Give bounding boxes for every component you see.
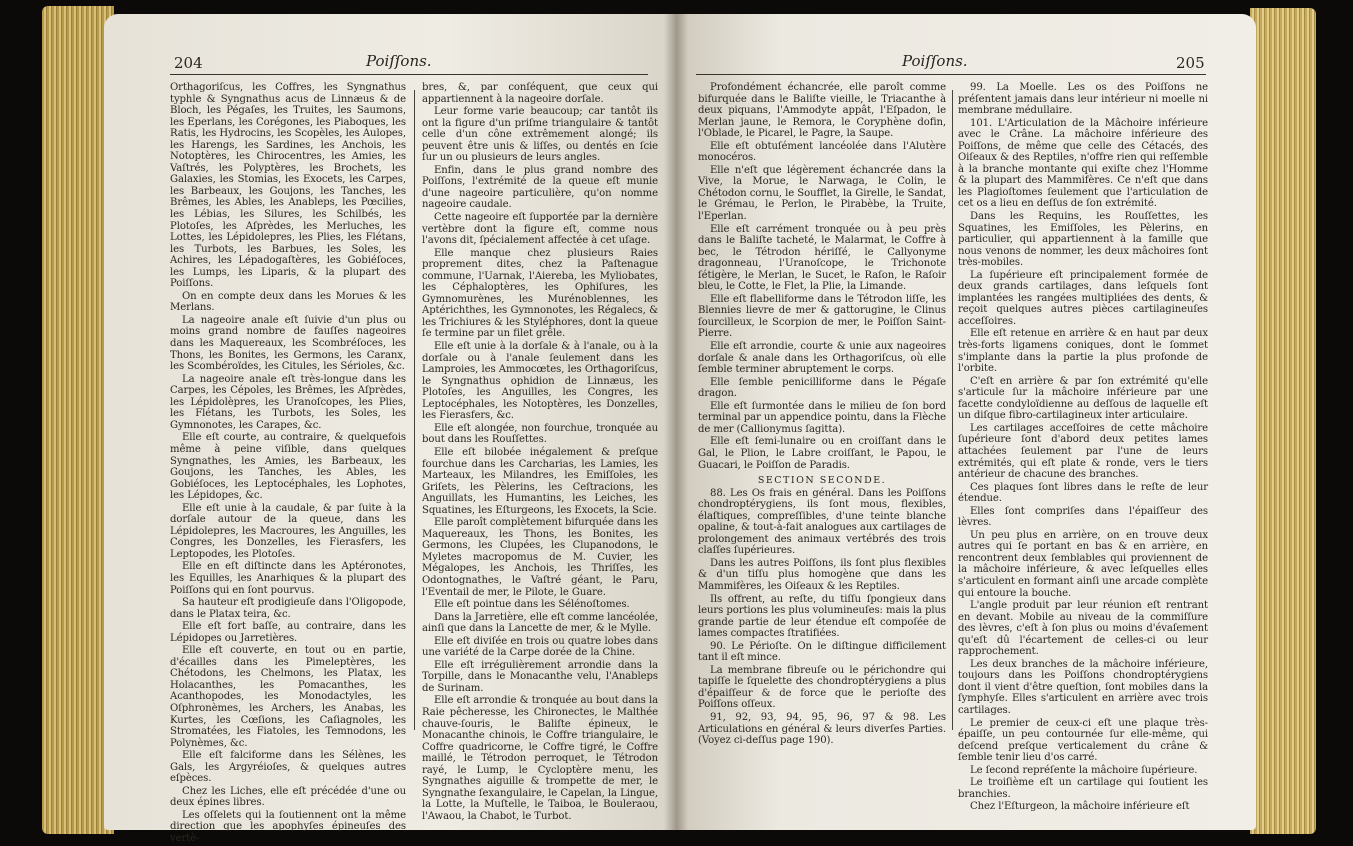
right-page bbox=[676, 14, 1256, 830]
paragraph: Orthagoriſcus, les Coffres, les Syngnathus typhle & Syngnathus acus de Linnæus & de Bloch, les Pégaſes, les Truites, les Saumons, les Eperlans, les Corégones, les Piaboques, les Ratis, les Hydrocins, les Scopèles, les Aulopes, les Harengs, les Sardines, les Anchois, les Notoptères, les Chirocentres, les Amies, les Vaſtrés, les Polyptères, les Brochets, les Galaxies, les Stomias, les Exocets, les Carpes, les Barbeaux, les Goujons, les Tanches, les Brêmes, les Ables, les Anableps, les Pœcilies, les Lébias, les Silures, les Schilbés, les Plotoſes, les Aſprèdes, les Merluches, les Lottes, les Lépidolepres, les Plies, les Flétans, les Turbots, les Barbues, les Soles, les Achires, les Lépadogaſtères, les Gobiéſoces, les Lumps, les Liparis, & la plupart des Poiſſons. bbox=[170, 82, 406, 290]
section-heading: SECTION SECONDE. bbox=[757, 475, 887, 487]
paragraph: Dans la Jarretière, elle eſt comme lancéolée, ainſi que dans la Lancette de mer, & le Mylle. bbox=[422, 611, 658, 635]
paragraph: Elle eſt irrégulièrement arrondie dans la Torpille, dans le Monacanthe velu, l'Anableps de Surinam. bbox=[422, 659, 658, 694]
paragraph: Elle eſt courte, au contraire, & quelquefois même à peine viſible, dans quelques Syngnathes, les Amies, les Barbeaux, les Goujons, les Tanches, les Ables, les Gobiéſoces, les Leptocéphales, les Lophotes, les Lépidopes, &c. bbox=[170, 432, 406, 502]
paragraph: C'eſt en arrière & par ſon extrémité qu'elle s'articule ſur la mâchoire inférieure par une facette condyloïdienne au deſſous de laquelle eſt un diſque fibro-cartilagineux inter articulaire. bbox=[958, 375, 1208, 422]
paragraph: Les cartilages acceſſoires de cette mâchoire ſupérieure ſont d'abord deux petites lames attachées ſeulement par l'une de leurs extrémités, qui eſt plate & ronde, vers le tiers antérieur de chacune des branches. bbox=[958, 422, 1208, 481]
running-head: Poiſſons. bbox=[366, 52, 432, 70]
paragraph: Elle manque chez plusieurs Raies proprement dites, chez la Paſtenague commune, l'Uarnak, l'Aiereba, les Myliobates, les Céphaloptères, les Ophiſures, les Gymnomurènes, les Murénoblennes, les Aptérichthes, les Gymnonotes, les Régalecs, & les Trichiures & les Styléphores, dont la queue ſe termine par un filet grêle. bbox=[422, 247, 659, 340]
paragraph: 88. Les Os frais en général. Dans les Poiſſons chondroptérygiens, ils ſont mous, flexibles, élaſtiques, compreſſibles, d'une teinte blanche opaline, & tout-à-fait analogues aux cartilages de prolongement des animaux vertébrés des trois claſſes ſupérieures. bbox=[698, 487, 946, 557]
paragraph: Ces plaques ſont libres dans le reſte de leur étendue. bbox=[958, 481, 1208, 505]
paragraph: Elle eſt alongée, non fourchue, tronquée au bout dans les Rouſſettes. bbox=[422, 422, 658, 446]
paragraph: Elle eſt retenue en arrière & en haut par deux très-forts ligamens coniques, dont le ſommet s'implante dans la partie la plus profonde de l'orbite. bbox=[958, 328, 1208, 375]
text-column-1 bbox=[170, 82, 406, 846]
paragraph: Elle n'eſt que légèrement échancrée dans la Vive, la Morue, le Narwaga, le Colin, le Chétodon cornu, le Soufflet, la Girelle, le Sandat, le Grémau, le Perlon, le Pirabèbe, la Truite, l'Eperlan. bbox=[698, 164, 946, 223]
paragraph: 91, 92, 93, 94, 95, 96, 97 & 98. Les Articulations en général & leurs diverſes Parties. (Voyez ci-deſſus page 190). bbox=[698, 711, 946, 747]
paragraph: La nageoire anale eſt très-longue dans les Carpes, les Cépoles, les Brêmes, les Aſprèdes, les Lépidolèpres, les Uranoſcopes, les Plies, les Flétans, les Turbots, les Soles, les Gymnonotes, les Carapes, &c. bbox=[170, 373, 406, 431]
paragraph: L'angle produit par leur réunion eſt rentrant en devant. Mobile au niveau de la commiſſure des lèvres, c'eſt à ſon plus ou moins d'évaſement qu'eſt dû l'écartement de celles-ci ou leur rapprochement. bbox=[958, 600, 1208, 658]
paragraph: Enfin, dans le plus grand nombre des Poiſſons, l'extrémité de la queue eſt munie d'une nageoire particulière, qu'on nomme nageoire caudale. bbox=[422, 164, 658, 211]
text-column-2 bbox=[422, 82, 658, 823]
text-column-1 bbox=[698, 82, 946, 748]
paragraph: Elle eſt couverte, en tout ou en partie, d'écailles dans les Pimeleptères, les Chétodons, les Chelmons, les Platax, les Holacanthes, les Pomacanthes, les Acanthopodes, les Monodactyles, les Oſphronèmes, les Archers, les Anabas, les Kurtes, les Cœſions, les Caſiagnoles, les Stromatées, les Fiatoles, les Temnodons, les Polynèmes, &c. bbox=[170, 645, 406, 749]
paragraph: Les deux branches de la mâchoire inférieure, toujours dans les Poiſſons chondroptérygiens dont il vient d'être queſtion, ſont mobiles dans la ſymphyſe. Elles s'articulent en arrière avec trois cartilages. bbox=[958, 658, 1208, 716]
book-gutter bbox=[664, 14, 688, 830]
paragraph: Elle eſt arrondie, courte & unie aux nageoires dorſale & anale dans les Orthagoriſcus, où elle ſemble terminer abruptement le corps. bbox=[698, 341, 946, 376]
paragraph: Chez l'Eſturgeon, la mâchoire inférieure eſt bbox=[970, 801, 1190, 813]
paragraph: Les oſſelets qui la ſoutiennent ont la même direction que les apophyſes épineuſes des vertè- bbox=[170, 809, 406, 844]
text-column-2 bbox=[958, 82, 1208, 814]
paragraph: On en compte deux dans les Morues & les Merlans. bbox=[170, 290, 406, 314]
header-rule bbox=[170, 74, 648, 75]
paragraph: Le ſecond repréſente la mâchoire ſupérieure. bbox=[970, 764, 1198, 776]
paragraph: Cette nageoire eſt ſupportée par la dernière vertèbre dont la figure eſt, comme nous l'avons dit, ſpécialement affectée à cet uſage. bbox=[422, 212, 658, 247]
paragraph: Elle eſt ſurmontée dans le milieu de ſon bord terminal par un appendice pointu, dans la Flèche de mer (Callionymus ſagitta). bbox=[698, 400, 946, 435]
paragraph: La ſupérieure eſt principalement formée de deux grands cartilages, dans leſquels ſont implantées les rangées multipliées des dents, & reçoit quelques autres pièces cartilagineuſes acceſſoires. bbox=[958, 269, 1208, 327]
paragraph: Elle paroît complètement bifurquée dans les Maquereaux, les Thons, les Bonites, les Germons, les Clupées, les Clupanodons, le Myletes macropomus de M. Cuvier, les Mégalopes, les Anchois, les Thriſſes, les Odontognathes, le Vaſtré géant, le Paru, l'Eventail de mer, le Pilote, le Guare. bbox=[422, 517, 658, 598]
paragraph: La membrane fibreuſe ou le périchondre qui tapiſſe le ſquelette des chondroptérygiens a plus d'épaiſſeur & de force que le perioſte des Poiſſons oſſeux. bbox=[698, 664, 946, 711]
paragraph: Elle eſt arrondie & tronquée au bout dans la Raie pêcheresse, les Chironectes, le Malthée chauve-ſouris, le Baliſte épineux, le Monacanthe chinois, le Coffre triangulaire, le Coffre quadricorne, le Coffre tigré, le Coffre maillé, le Tétrodon perroquet, le Tétrodon rayé, le Lump, le Cycloptère menu, les Syngnathes aiguille & trompette de mer, le Syngnathe ſexangulaire, le Capelan, la Lingue, la Lotte, la Muſtelle, le Taiboa, le Bouleraou, l'Awaou, la Chabot, le Turbot. bbox=[422, 695, 658, 822]
paragraph: Elle eſt falciforme dans les Sélènes, les Gals, les Argyréioſes, & quelques autres eſpèces. bbox=[170, 750, 406, 785]
page-edges-right bbox=[1250, 8, 1316, 834]
paragraph: Elle eſt unie à la caudale, & par ſuite à la dorſale autour de la queue, dans les Lépidolepres, les Macroures, les Anguilles, les Congres, les Donzelles, les Fierasfers, les Leptopodes, les Plotoſes. bbox=[170, 502, 406, 560]
paragraph: Le premier de ceux-ci eſt une plaque très-épaiſſe, un peu contournée ſur elle-même, qui deſcend preſque verticalement du crâne & ſemble tenir lieu d'os carré. bbox=[958, 717, 1208, 764]
paragraph: Dans les Requins, les Rouſſettes, les Squatines, les Emiſſoles, les Pèlerins, en particulier, qui appartiennent à la famille que nous venons de nommer, les deux mâchoires ſont très-mobiles. bbox=[958, 211, 1208, 269]
paragraph: Elle eſt pointue dans les Sélénoſtomes. bbox=[434, 599, 630, 611]
paragraph: Ils offrent, au reſte, du tiſſu ſpongieux dans leurs portions les plus volumineuſes: mais la plus grande partie de leur étendue eſt compoſée de lames compactes ſtratifiées. bbox=[698, 593, 946, 640]
paragraph: Elle eſt unie à la dorſale & à l'anale, ou à la dorſale ou à l'anale ſeulement dans les Lamproies, les Ammocœtes, les Orthagoriſcus, le Syngnathus ophidion de Linnæus, les Plotoſes, les Anguilles, les Congres, les Leptocéphales, les Notoptères, les Donzelles, les Fierasfers, &c. bbox=[422, 341, 658, 422]
paragraph: La nageoire anale eſt ſuivie d'un plus ou moins grand nombre de fauſſes nageoires dans les Maquereaux, les Scombréſoces, les Thons, les Bonites, les Germons, les Caranx, les Scombéroïdes, les Citules, les Sérioles, &c. bbox=[170, 314, 406, 373]
column-divider bbox=[414, 90, 415, 730]
paragraph: Leur forme varie beaucoup; car tantôt ils ont la figure d'un priſme triangulaire & tantôt celle d'un cône extrêmement alongé; ils peuvent être unis & liſſes, ou dentés en ſcie ſur un ou plusieurs de leurs angles. bbox=[422, 106, 658, 164]
page-number: 204 bbox=[174, 54, 203, 72]
paragraph: Elle eſt bilobée inégalement & preſque fourchue dans les Carcharias, les Lamies, les Marteaux, les Milandres, les Emiſſoles, les Griſets, les Pèlerins, les Ceſtracions, les Anguillats, les Humantins, les Leiches, les Squatines, les Eſturgeons, les Exocets, la Scie. bbox=[422, 446, 658, 516]
paragraph: Elle eſt flabelliforme dans le Tétrodon liſſe, les Blennies lievre de mer & gattorugine, le Clinus ſourcilleux, le Scorpion de mer, le Poiſſon Saint-Pierre. bbox=[698, 293, 946, 340]
paragraph: Elle eſt diviſée en trois ou quatre lobes dans une variété de la Carpe dorée de la Chine. bbox=[422, 635, 658, 659]
paragraph: Elle eſt obtuſément lancéolée dans l'Alutère monocéros. bbox=[698, 140, 946, 164]
paragraph: Un peu plus en arrière, on en trouve deux autres qui ſe portant en bas & en arrière, en rencontrent deux ſemblables qui proviennent de la mâchoire inférieure, & avec leſquelles elles s'articulent en formant ainſi une arcade complète qui entoure la bouche. bbox=[958, 529, 1208, 599]
paragraph: Sa hauteur eſt prodigieuſe dans l'Oligopode, dans le Platax teira, &c. bbox=[170, 597, 406, 620]
header-rule bbox=[696, 74, 1206, 75]
paragraph: Elle eſt fort baſſe, au contraire, dans les Lépidopes ou Jarretières. bbox=[170, 621, 406, 644]
paragraph: Dans les autres Poiſſons, ils ſont plus flexibles & d'un tiſſu plus homogène que dans les Mammifères, les Oiſeaux & les Reptiles. bbox=[698, 557, 946, 592]
paragraph: Elle eſt ſemi-lunaire ou en croiſſant dans le Gal, le Plion, le Labre croiſſant, le Papou, le Guacari, le Poiſſon de Paradis. bbox=[698, 436, 946, 471]
page-number: 205 bbox=[1176, 54, 1205, 72]
paragraph: bres, &, par conſéquent, que ceux qui appartiennent à la nageoire dorſale. bbox=[422, 82, 658, 105]
paragraph: 90. Le Périoſte. On le diſtingue difficilement tant il eſt mince. bbox=[698, 640, 946, 664]
paragraph: 101. L'Articulation de la Mâchoire inférieure avec le Crâne. La mâchoire inférieure des Poiſſons, de même que celle des Cétacés, des Oiſeaux & des Reptiles, n'offre rien qui reſſemble à la branche montante qui exiſte chez l'Homme & la plupart des Mammifères. Ce n'eſt que dans les Plagioſtomes ſeulement que l'articulation de cet os a lieu en deſſus de ſon extrémité. bbox=[958, 117, 1208, 210]
column-divider bbox=[952, 90, 953, 730]
paragraph: Elle eſt carrément tronquée ou à peu près dans le Baliſte tacheté, le Malarmat, le Coffre à bec, le Tétrodon hériſſé, le Callyonyme dragonneau, l'Uranoſcope, le Trichonote ſétigère, le Merlan, le Sucet, le Raſon, le Raſoir bleu, le Cotte, le Flet, la Plie, la Limande. bbox=[698, 223, 946, 293]
paragraph: Elle en eſt diſtincte dans les Aptéronotes, les Equilles, les Anarhiques & la plupart des Poiſſons qui en ſont pourvus. bbox=[170, 561, 406, 596]
paragraph: Elle ſemble penicilliforme dans le Pégaſe dragon. bbox=[698, 376, 946, 400]
paragraph: Elles ſont compriſes dans l'épaiſſeur des lèvres. bbox=[958, 505, 1208, 529]
left-page bbox=[104, 14, 676, 844]
running-head: Poiſſons. bbox=[902, 52, 968, 70]
paragraph: Chez les Liches, elle eſt précédée d'une ou deux épines libres. bbox=[170, 785, 406, 809]
paragraph: 99. La Moelle. Les os des Poiſſons ne préſentent jamais dans leur intérieur ni moelle ni membrane médullaire. bbox=[958, 82, 1208, 117]
paragraph: Le troiſième eſt un cartilage qui ſoutient les branchies. bbox=[958, 777, 1208, 800]
paragraph: Profondément échancrée, elle paroît comme bifurquée dans le Baliſte vieille, le Triacanthe à deux piquans, l'Ammodyte appât, l'Eſpadon, le Merlan jaune, le Remora, le Coryphène dofin, l'Oblade, le Picarel, le Pagre, la Saupe. bbox=[698, 82, 946, 140]
